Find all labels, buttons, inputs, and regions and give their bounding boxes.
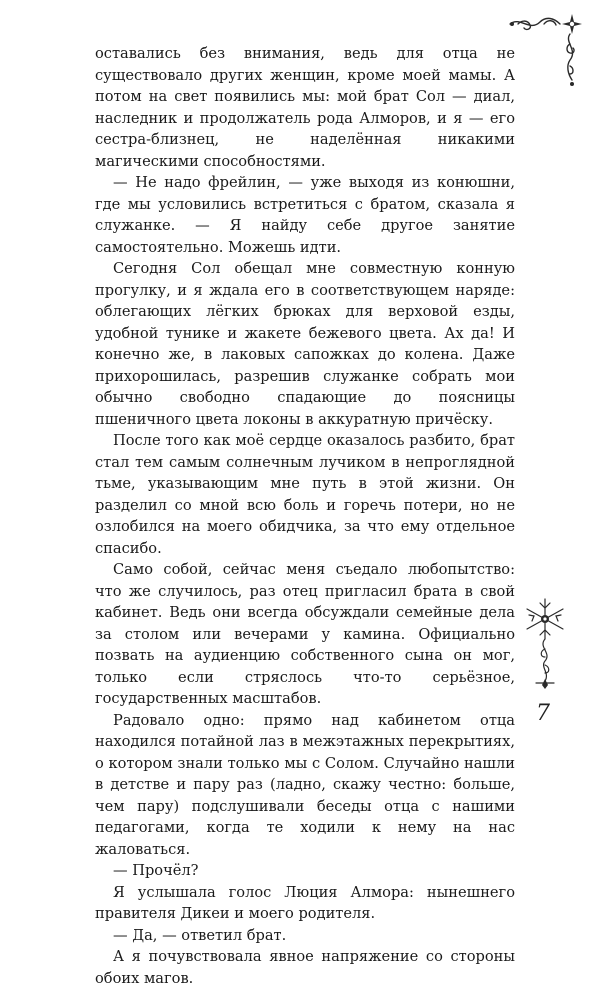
paragraph: Сегодня Сол обещал мне совместную конную прогулку, и я ждала его в соответствующем наряде: облегающих лёгких брюках для верховой езды, удобной тунике и жакете бежевого цвета. Ах да! И конечно же, в лаковых сапожках до колена. Даже прихорошилась, разрешив служанке собрать мои обычно свободно спадающие до поясницы пшеничного цвета локоны в аккуратную причёску. bbox=[95, 260, 515, 428]
paragraph: Я услышала голос Люция Алмора: нынешнего правителя Дикеи и моего родителя. bbox=[95, 883, 515, 922]
paragraph: — Прочёл? bbox=[113, 862, 199, 879]
paragraph: — Не надо фрейлин, — уже выходя из конюшни, где мы условились встретиться с братом, сказала я служанке. — Я найду себе другое занятие самостоятельно. Можешь идти. bbox=[95, 174, 515, 256]
body-text bbox=[95, 43, 515, 989]
paragraph: После того как моё сердце оказалось разбито, брат стал тем самым солнечным лучиком в непроглядной тьме, указывающим мне путь в этой жизни. Он разделил со мной всю боль и горечь потери, но не озлобился на моего обидчика, за что ему отдельное спасибо. bbox=[95, 432, 515, 557]
page-number: 7 bbox=[536, 701, 550, 726]
snowflake-ornament-icon bbox=[520, 595, 570, 690]
paragraph: А я почувствовала явное напряжение со стороны обоих магов. bbox=[95, 948, 515, 987]
paragraph: Само собой, сейчас меня съедало любопытство: что же случилось, раз отец пригласил брата в свой кабинет. Ведь они всегда обсуждали семейные дела за столом или вечерами у камина. Официально позвать на аудиенцию собственного сына он мог, только если стряслось что-то серьёзное, государственных масштабов. bbox=[95, 561, 515, 707]
paragraph: оставались без внимания, ведь для отца не существовало других женщин, кроме моей мамы. А потом на свет появились мы: мой брат Сол — диал, наследник и продолжатель рода Алморов, и я — его сестра-близнец, не наделённая никакими магическими способностями. bbox=[95, 45, 515, 170]
paragraph: — Да, — ответил брат. bbox=[113, 926, 287, 944]
paragraph: Радовало одно: прямо над кабинетом отца находился потайной лаз в межэтажных перекрытиях, о котором знали только мы с Солом. Случайно нашли в детстве и пару раз (ладно, скажу честно: больше, чем пару) подслушивали беседы отца с нашими педагогами, когда те ходили к нему на нас жаловаться. bbox=[95, 711, 515, 858]
corner-flourish-icon bbox=[508, 10, 584, 90]
